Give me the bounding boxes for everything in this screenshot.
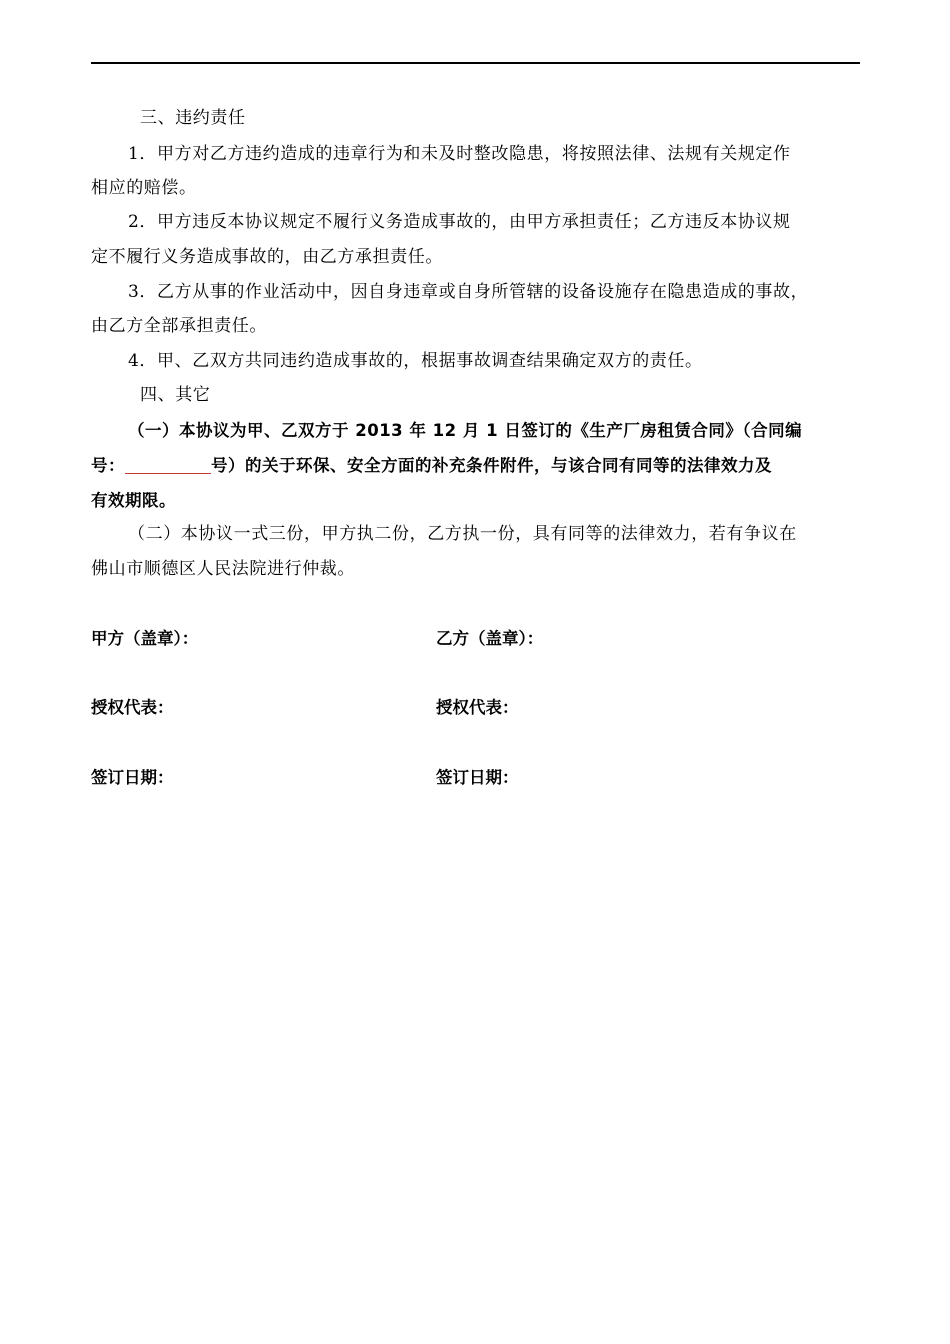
party-b-seal-label: 乙方（盖章）： (436, 629, 544, 648)
contract-number-blank (125, 455, 211, 474)
section3-item1-line1: 1．甲方对乙方违约造成的违章行为和未及时整改隐患，将按照法律、法规有关规定作 (128, 144, 791, 164)
party-a-seal-label: 甲方（盖章）： (91, 629, 199, 648)
party-b-date-label: 签订日期： (436, 768, 519, 787)
section4-clause1-line2 (91, 449, 860, 483)
section3-item4-line1: 4．甲、乙双方共同违约造成事故的，根据事故调查结果确定双方的责任。 (128, 351, 703, 371)
party-b-rep-label: 授权代表： (436, 698, 519, 717)
section4-heading: 四、其它 (140, 385, 211, 405)
party-a-rep-label: 授权代表： (91, 698, 174, 717)
section4-clause1-line1: （一）本协议为甲、乙双方于 2013 年 12 月 1 日签订的《生产厂房租赁合同》（合同编 (128, 421, 803, 440)
party-a-date-label: 签订日期： (91, 768, 174, 787)
section4-clause1-line3: 有效期限。 (91, 491, 176, 510)
header-rule (91, 62, 860, 64)
section3-heading: 三、违约责任 (140, 108, 246, 128)
section3-item3-line1: 3．乙方从事的作业活动中，因自身违章或自身所管辖的设备设施存在隐患造成的事故， (128, 282, 809, 302)
section3-item2-line2: 定不履行义务造成事故的，由乙方承担责任。 (91, 247, 443, 267)
clause1-suffix: 号）的关于环保、安全方面的补充条件附件，与该合同有同等的法律效力及 (211, 456, 772, 475)
section3-item3-line2: 由乙方全部承担责任。 (91, 316, 267, 336)
section3-item1-line2: 相应的赔偿。 (91, 178, 197, 198)
section4-clause2-line1: （二）本协议一式三份，甲方执二份，乙方执一份，具有同等的法律效力，若有争议在 (128, 524, 797, 544)
section3-item2-line1: 2．甲方违反本协议规定不履行义务造成事故的，由甲方承担责任；乙方违反本协议规 (128, 212, 791, 232)
clause1-prefix: 号： (91, 456, 125, 475)
section4-clause2-line2: 佛山市顺德区人民法院进行仲裁。 (91, 559, 355, 579)
